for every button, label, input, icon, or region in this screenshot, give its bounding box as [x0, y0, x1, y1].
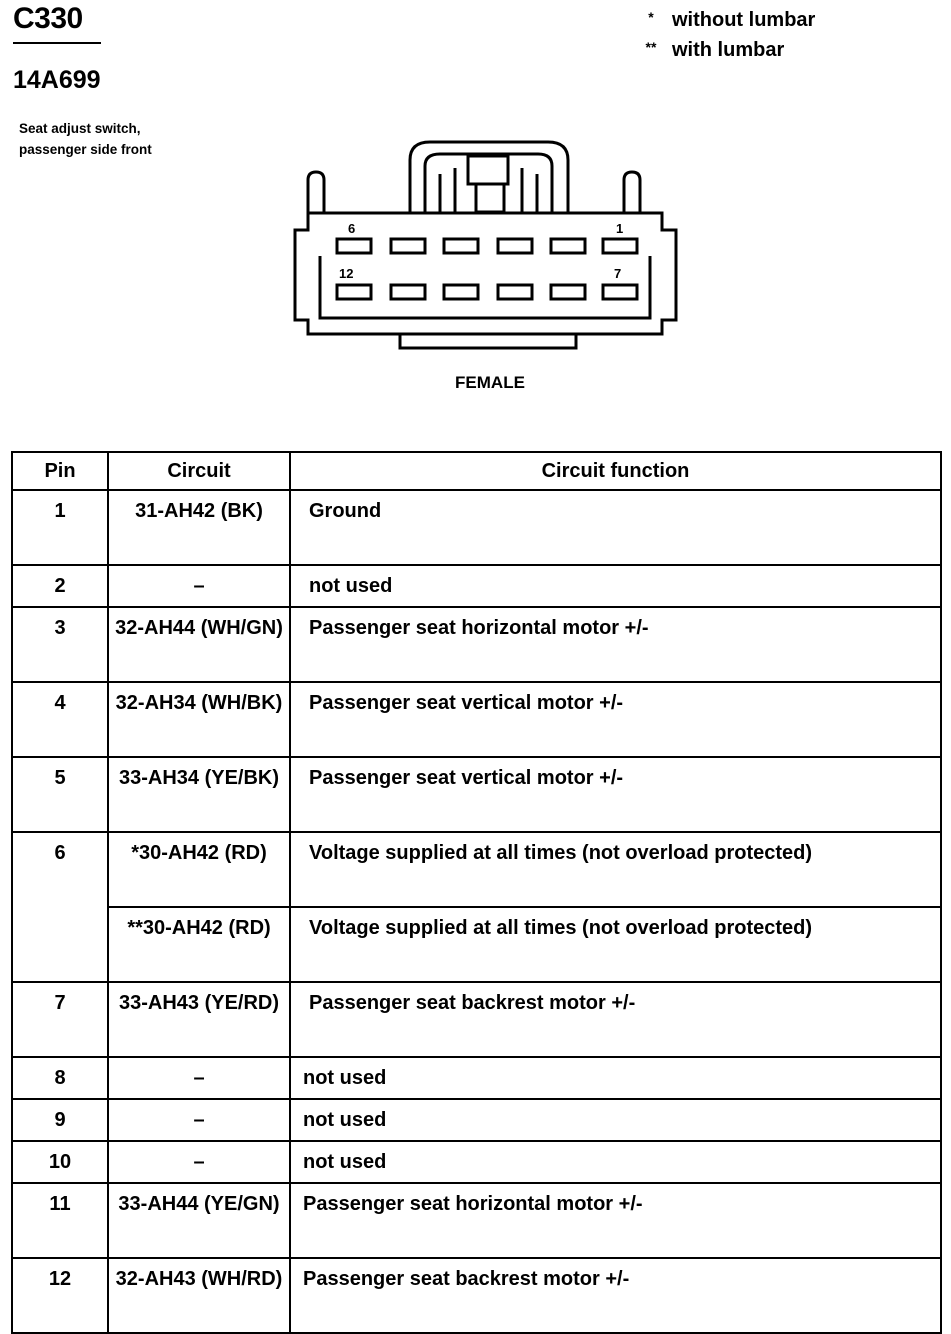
circuit-cell: 33-AH43 (YE/RD) — [108, 982, 290, 1057]
function-cell: Passenger seat horizontal motor +/- — [290, 607, 941, 682]
table-row — [12, 982, 941, 1057]
pin-cavity-7 — [603, 285, 637, 299]
function-cell: Passenger seat backrest motor +/- — [290, 982, 941, 1057]
function-cell: Passenger seat horizontal motor +/- — [290, 1183, 941, 1258]
pin-cell: 6 — [12, 832, 108, 982]
pin-cavity-9 — [498, 285, 532, 299]
bottom-key — [400, 334, 576, 348]
pinout-table — [11, 451, 942, 1334]
connector-id: C330 — [13, 2, 83, 35]
latch-ribs — [440, 168, 537, 213]
legend-symbol: ** — [645, 39, 657, 55]
connector-description — [19, 118, 239, 160]
table-row — [12, 1099, 941, 1141]
legend-with-lumbar — [630, 39, 784, 62]
circuit-cell: 33-AH44 (YE/GN) — [108, 1183, 290, 1258]
header-pin: Pin — [12, 452, 108, 490]
legend-symbol: * — [648, 9, 654, 25]
function-cell: Voltage supplied at all times (not overload protected) — [290, 907, 941, 982]
table-row — [12, 757, 941, 832]
table-row — [12, 607, 941, 682]
table-row — [12, 907, 941, 982]
table-row — [12, 832, 941, 907]
table-row — [12, 682, 941, 757]
latch-tab — [476, 184, 504, 212]
pin-cell: 1 — [12, 490, 108, 565]
table-row — [12, 565, 941, 607]
circuit-cell: **30-AH42 (RD) — [108, 907, 290, 982]
function-cell: Ground — [290, 490, 941, 565]
table-row — [12, 1183, 941, 1258]
circuit-cell: 32-AH44 (WH/GN) — [108, 607, 290, 682]
pin-cavity-3 — [498, 239, 532, 253]
legend-text: with lumbar — [672, 39, 785, 61]
circuit-cell: 33-AH34 (YE/BK) — [108, 757, 290, 832]
circuit-cell: – — [108, 1141, 290, 1183]
connector-gender-label: FEMALE — [455, 373, 525, 392]
description-line-1: Seat adjust switch, — [19, 121, 141, 136]
function-cell: not used — [290, 1099, 941, 1141]
part-number: 14A699 — [13, 66, 101, 94]
function-cell: not used — [290, 1057, 941, 1099]
header-circuit: Circuit — [108, 452, 290, 490]
pin-cell: 9 — [12, 1099, 108, 1141]
function-cell: not used — [290, 1141, 941, 1183]
left-post — [308, 172, 324, 213]
legend-text: without lumbar — [672, 9, 816, 31]
connector-face-diagram — [290, 138, 690, 353]
pin-cell: 10 — [12, 1141, 108, 1183]
connector-id-underline — [13, 42, 101, 44]
pin-cell: 8 — [12, 1057, 108, 1099]
table-row — [12, 1141, 941, 1183]
pin-cavity-1 — [603, 239, 637, 253]
pin-cell: 11 — [12, 1183, 108, 1258]
table-row — [12, 1057, 941, 1099]
pin-cell: 12 — [12, 1258, 108, 1333]
pin-cell: 5 — [12, 757, 108, 832]
function-cell: Passenger seat vertical motor +/- — [290, 682, 941, 757]
function-cell: Passenger seat backrest motor +/- — [290, 1258, 941, 1333]
pin-label-6: 6 — [348, 221, 356, 236]
circuit-cell: 31-AH42 (BK) — [108, 490, 290, 565]
table-header-row — [12, 452, 941, 490]
function-cell: Voltage supplied at all times (not overload protected) — [290, 832, 941, 907]
pin-cell: 4 — [12, 682, 108, 757]
pin-cell: 3 — [12, 607, 108, 682]
pin-label-7: 7 — [614, 266, 622, 281]
pin-cavity-10 — [444, 285, 478, 299]
circuit-cell: 32-AH43 (WH/RD) — [108, 1258, 290, 1333]
circuit-cell: 32-AH34 (WH/BK) — [108, 682, 290, 757]
pin-label-12: 12 — [339, 266, 354, 281]
description-line-2: passenger side front — [19, 142, 152, 157]
function-cell: Passenger seat vertical motor +/- — [290, 757, 941, 832]
circuit-cell: – — [108, 1057, 290, 1099]
pin-cavity-5 — [391, 239, 425, 253]
pin-cavity-4 — [444, 239, 478, 253]
pin-cavity-12 — [337, 285, 371, 299]
pin-cavity-6 — [337, 239, 371, 253]
pin-cavity-11 — [391, 285, 425, 299]
circuit-cell: – — [108, 1099, 290, 1141]
pin-cavity-2 — [551, 239, 585, 253]
function-cell: not used — [290, 565, 941, 607]
pin-label-1: 1 — [616, 221, 624, 236]
latch-center — [468, 156, 508, 184]
table-row — [12, 1258, 941, 1333]
right-post — [624, 172, 640, 213]
header-function: Circuit function — [290, 452, 941, 490]
pin-cell: 2 — [12, 565, 108, 607]
pin-cell: 7 — [12, 982, 108, 1057]
pin-cavity-8 — [551, 285, 585, 299]
circuit-cell: *30-AH42 (RD) — [108, 832, 290, 907]
legend-without-lumbar — [630, 9, 815, 32]
circuit-cell: – — [108, 565, 290, 607]
table-row — [12, 490, 941, 565]
